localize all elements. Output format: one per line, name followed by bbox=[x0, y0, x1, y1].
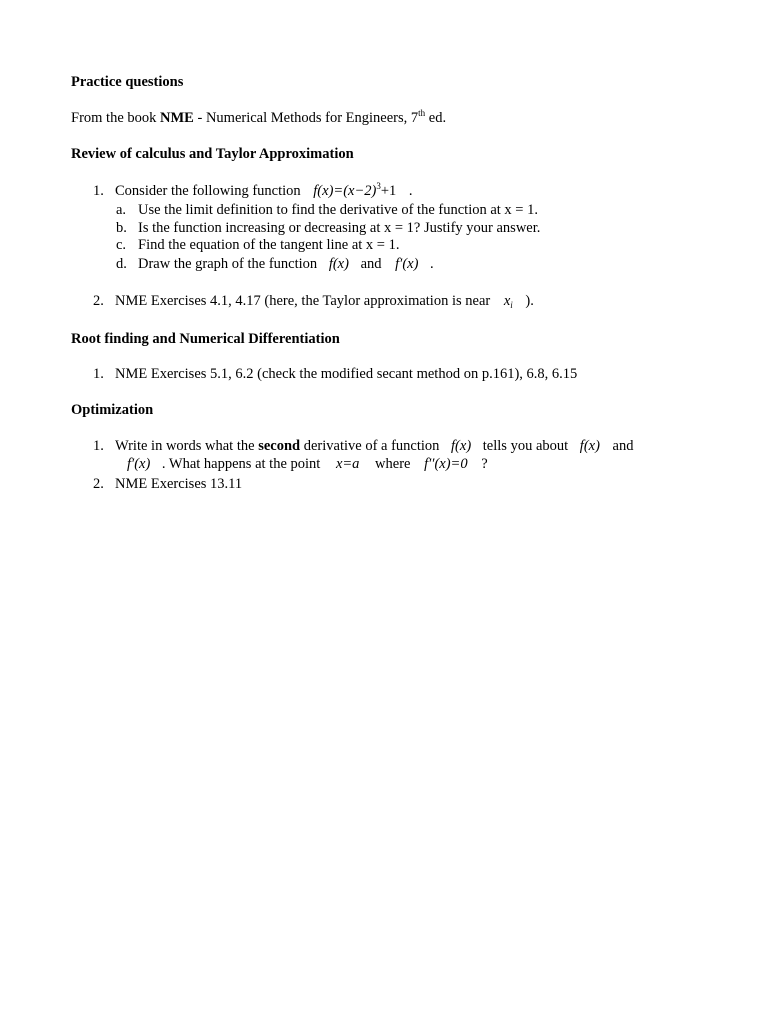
root-question-1 bbox=[93, 365, 577, 383]
question-end: ). bbox=[525, 293, 534, 309]
question-text: where bbox=[375, 456, 411, 472]
list-letter: c. bbox=[116, 237, 127, 253]
optimization-question-1-continued bbox=[127, 455, 488, 473]
calculus-question-1 bbox=[93, 182, 413, 200]
list-number: 1. bbox=[93, 366, 104, 382]
function-f-prime: f′(x) bbox=[395, 256, 419, 272]
equation-second-derivative-zero: f′′(x)=0 bbox=[424, 456, 468, 472]
sub-question-end: . bbox=[430, 256, 434, 272]
function-f-of-x: f(x) bbox=[451, 438, 472, 454]
function-formula: $f(x)=(x-2)^3+1$ bbox=[313, 181, 397, 199]
optimization-question-1 bbox=[93, 437, 633, 455]
question-end: ? bbox=[481, 456, 488, 472]
sub-question-a bbox=[116, 201, 538, 219]
section-heading-root-finding: Root finding and Numerical Differentiation bbox=[71, 331, 340, 347]
list-number: 1. bbox=[93, 438, 104, 454]
list-letter: b. bbox=[116, 220, 127, 236]
equation-x-equals-a: x=a bbox=[335, 456, 360, 472]
list-letter: d. bbox=[116, 256, 127, 272]
intro-prefix: From the book bbox=[71, 110, 161, 126]
sub-question-text: Find the equation of the tangent line at x = 1. bbox=[138, 237, 400, 253]
variable-x-i: $x_i$ bbox=[503, 293, 513, 310]
section-heading-optimization: Optimization bbox=[71, 402, 154, 418]
and-text: and bbox=[360, 256, 382, 272]
sub-question-text: Use the limit definition to find the derivative of the function at x = 1. bbox=[138, 202, 538, 218]
calculus-question-2 bbox=[93, 292, 534, 310]
question-text: derivative of a function bbox=[300, 438, 440, 454]
intro-rest: - Numerical Methods for Engineers, 7 bbox=[193, 110, 419, 126]
list-number: 2. bbox=[93, 293, 104, 309]
question-text: NME Exercises 13.11 bbox=[115, 476, 243, 492]
question-text: Consider the following function bbox=[115, 183, 301, 199]
section-heading-calculus: Review of calculus and Taylor Approximation bbox=[71, 146, 354, 162]
sub-question-d bbox=[116, 255, 434, 273]
sub-question-text: Is the function increasing or decreasing at x = 1? Justify your answer. bbox=[138, 220, 541, 236]
function-f-of-x: f(x) bbox=[328, 256, 349, 272]
list-number: 2. bbox=[93, 476, 104, 492]
function-f-of-x: f(x) bbox=[579, 438, 600, 454]
question-text: . What happens at the point bbox=[161, 456, 321, 472]
question-end: . bbox=[408, 183, 413, 199]
list-letter: a. bbox=[116, 202, 127, 218]
question-text: Write in words what the bbox=[115, 438, 259, 454]
emphasis-second: second bbox=[258, 438, 301, 454]
list-number: 1. bbox=[93, 183, 104, 199]
question-text: tells you about bbox=[482, 438, 569, 454]
page-title: Practice questions bbox=[71, 74, 184, 90]
sub-question-text: Draw the graph of the function bbox=[138, 256, 318, 272]
book-abbreviation: NME bbox=[160, 110, 194, 126]
function-f-prime: f′(x) bbox=[127, 456, 151, 472]
intro-paragraph bbox=[71, 109, 446, 127]
edition-superscript: th bbox=[418, 108, 426, 118]
sub-question-b bbox=[116, 219, 540, 237]
question-text: NME Exercises 5.1, 6.2 (check the modified secant method on p.161), 6.8, 6.15 bbox=[115, 366, 578, 382]
and-text: and bbox=[612, 438, 634, 454]
question-text: NME Exercises 4.1, 4.17 (here, the Taylor approximation is near bbox=[115, 293, 491, 309]
intro-end: ed. bbox=[425, 110, 447, 126]
sub-question-c bbox=[116, 236, 399, 254]
optimization-question-2 bbox=[93, 475, 242, 493]
